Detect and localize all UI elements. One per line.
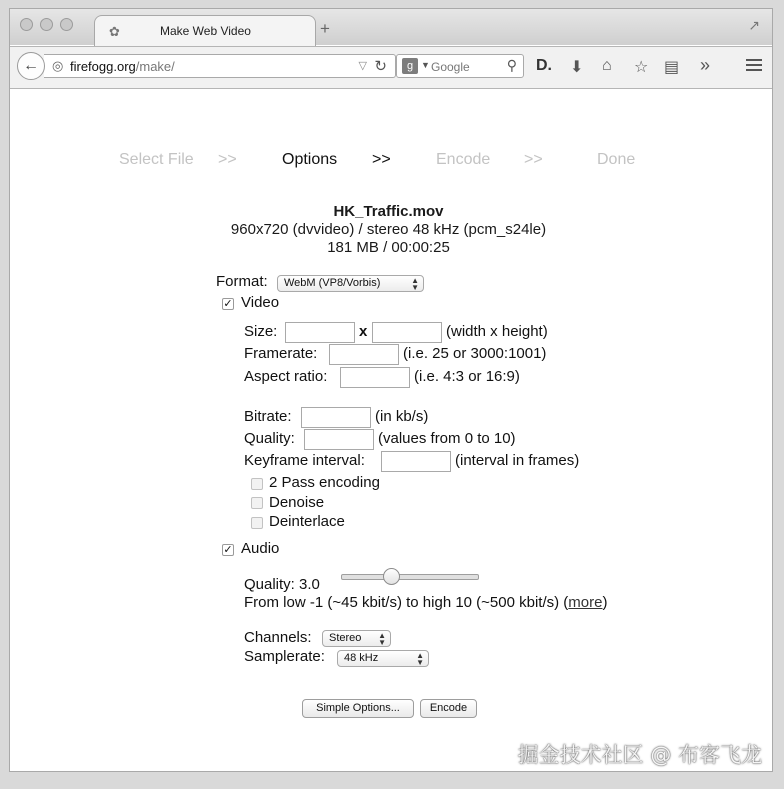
channels-label: Channels: — [244, 629, 312, 646]
chevron-double-icon[interactable]: » — [700, 55, 711, 75]
audio-quality-label: Quality: 3.0 — [244, 576, 320, 593]
back-arrow-icon[interactable]: ← — [17, 52, 45, 80]
aspect-ratio-hint: (i.e. 4:3 or 16:9) — [414, 368, 520, 385]
video-checkbox[interactable]: ✓ — [223, 298, 233, 310]
reload-icon[interactable]: ↻ — [374, 58, 387, 75]
size-x: x — [359, 323, 368, 340]
tab-bar — [10, 9, 772, 45]
size-label: Size: — [244, 323, 278, 340]
engine-dropdown-icon[interactable]: ▼ — [421, 60, 430, 70]
audio-quality-slider-track[interactable] — [341, 574, 479, 580]
framerate-input[interactable] — [329, 344, 399, 365]
step-separator: >> — [218, 151, 237, 168]
navigation-toolbar — [10, 46, 772, 89]
deinterlace-label: Deinterlace — [269, 513, 345, 530]
format-select[interactable] — [277, 275, 424, 292]
step-separator: >> — [372, 151, 391, 168]
step-done: Done — [597, 151, 636, 168]
url-bar[interactable] — [44, 54, 396, 78]
height-input[interactable] — [372, 322, 442, 343]
select-arrows-icon: ▲ ▼ — [411, 276, 419, 292]
browser-window — [9, 8, 773, 772]
channels-selected-value: Stereo — [329, 632, 362, 644]
keyframe-hint: (interval in frames) — [455, 452, 580, 469]
aspect-ratio-input[interactable] — [340, 367, 410, 388]
search-placeholder: Google — [431, 60, 470, 74]
denoise-checkbox[interactable] — [251, 497, 263, 509]
select-arrows-icon: ▲ ▼ — [416, 651, 424, 667]
range-text: From low -1 (~45 kbit/s) to high 10 (~500 kbit/s) ( — [244, 594, 569, 611]
download-icon[interactable]: ⬇ — [570, 59, 584, 76]
magnifier-icon[interactable]: ⚲ — [506, 57, 517, 73]
two-pass-label: 2 Pass encoding — [269, 474, 380, 491]
reading-list-icon[interactable]: ▤ — [664, 59, 680, 76]
denoise-label: Denoise — [269, 494, 325, 511]
page-content — [10, 88, 772, 772]
step-encode: Encode — [436, 151, 491, 168]
encode-button[interactable]: Encode — [420, 699, 477, 718]
samplerate-label: Samplerate: — [244, 648, 325, 665]
url-host: firefogg.org — [70, 59, 136, 74]
audio-quality-slider-thumb[interactable] — [383, 568, 400, 585]
format-label: Format: — [216, 273, 268, 290]
samplerate-select[interactable] — [337, 650, 429, 667]
framerate-hint: (i.e. 25 or 3000:1001) — [403, 345, 547, 362]
video-quality-hint: (values from 0 to 10) — [378, 430, 516, 447]
new-tab-button[interactable]: + — [320, 19, 330, 38]
video-quality-label: Quality: — [244, 430, 295, 447]
google-engine-icon[interactable]: g — [402, 58, 418, 74]
firefogg-favicon-icon: ✿ — [109, 24, 120, 39]
step-options: Options — [282, 151, 338, 168]
range-close: ) — [602, 594, 608, 611]
audio-quality-range — [244, 594, 607, 611]
zoom-window-button[interactable] — [60, 18, 73, 31]
file-details: 960x720 (dvvideo) / stereo 48 kHz (pcm_s24le) — [230, 221, 547, 238]
size-hint: (width x height) — [446, 323, 548, 340]
fullscreen-icon[interactable]: ↗ — [748, 17, 760, 33]
file-name: HK_Traffic.mov — [333, 203, 444, 220]
step-separator: >> — [524, 151, 543, 168]
audio-checkbox[interactable]: ✓ — [223, 544, 233, 556]
file-info — [10, 203, 767, 257]
bitrate-hint: (in kb/s) — [375, 408, 429, 425]
hamburger-menu-icon[interactable] — [746, 59, 762, 71]
url-path: /make/ — [135, 59, 175, 74]
search-bar[interactable] — [396, 54, 524, 78]
more-link[interactable]: more — [568, 594, 603, 611]
format-selected-value: WebM (VP8/Vorbis) — [284, 277, 381, 289]
bitrate-input[interactable] — [301, 407, 371, 428]
url-dropdown-icon[interactable]: ▽ — [358, 60, 367, 72]
watermark-text: 掘金技术社区 @ 布客飞龙 — [517, 743, 762, 767]
video-label: Video — [241, 294, 280, 311]
minimize-window-button[interactable] — [40, 18, 53, 31]
home-icon[interactable]: ⌂ — [602, 57, 612, 74]
simple-options-button[interactable]: Simple Options... — [302, 699, 414, 718]
video-quality-input[interactable] — [304, 429, 374, 450]
keyframe-label: Keyframe interval: — [244, 452, 365, 469]
deinterlace-checkbox[interactable] — [251, 517, 263, 529]
bitrate-label: Bitrate: — [244, 408, 292, 425]
select-arrows-icon: ▲ ▼ — [378, 631, 386, 647]
channels-select[interactable] — [322, 630, 391, 647]
samplerate-selected-value: 48 kHz — [344, 652, 379, 664]
dictionary-extension-icon[interactable]: D. — [536, 57, 552, 74]
globe-icon: ◎ — [52, 58, 64, 73]
framerate-label: Framerate: — [244, 345, 318, 362]
url-text — [70, 59, 175, 74]
close-window-button[interactable] — [20, 18, 33, 31]
keyframe-input[interactable] — [381, 451, 451, 472]
star-icon[interactable]: ☆ — [634, 59, 649, 76]
aspect-ratio-label: Aspect ratio: — [244, 368, 328, 385]
file-size-duration: 181 MB / 00:00:25 — [327, 239, 450, 256]
audio-label: Audio — [241, 540, 280, 557]
tab-title: Make Web Video — [160, 24, 251, 38]
width-input[interactable] — [285, 322, 355, 343]
step-select-file: Select File — [119, 151, 194, 168]
tab-make-web-video[interactable] — [94, 15, 316, 46]
two-pass-checkbox[interactable] — [251, 478, 263, 490]
